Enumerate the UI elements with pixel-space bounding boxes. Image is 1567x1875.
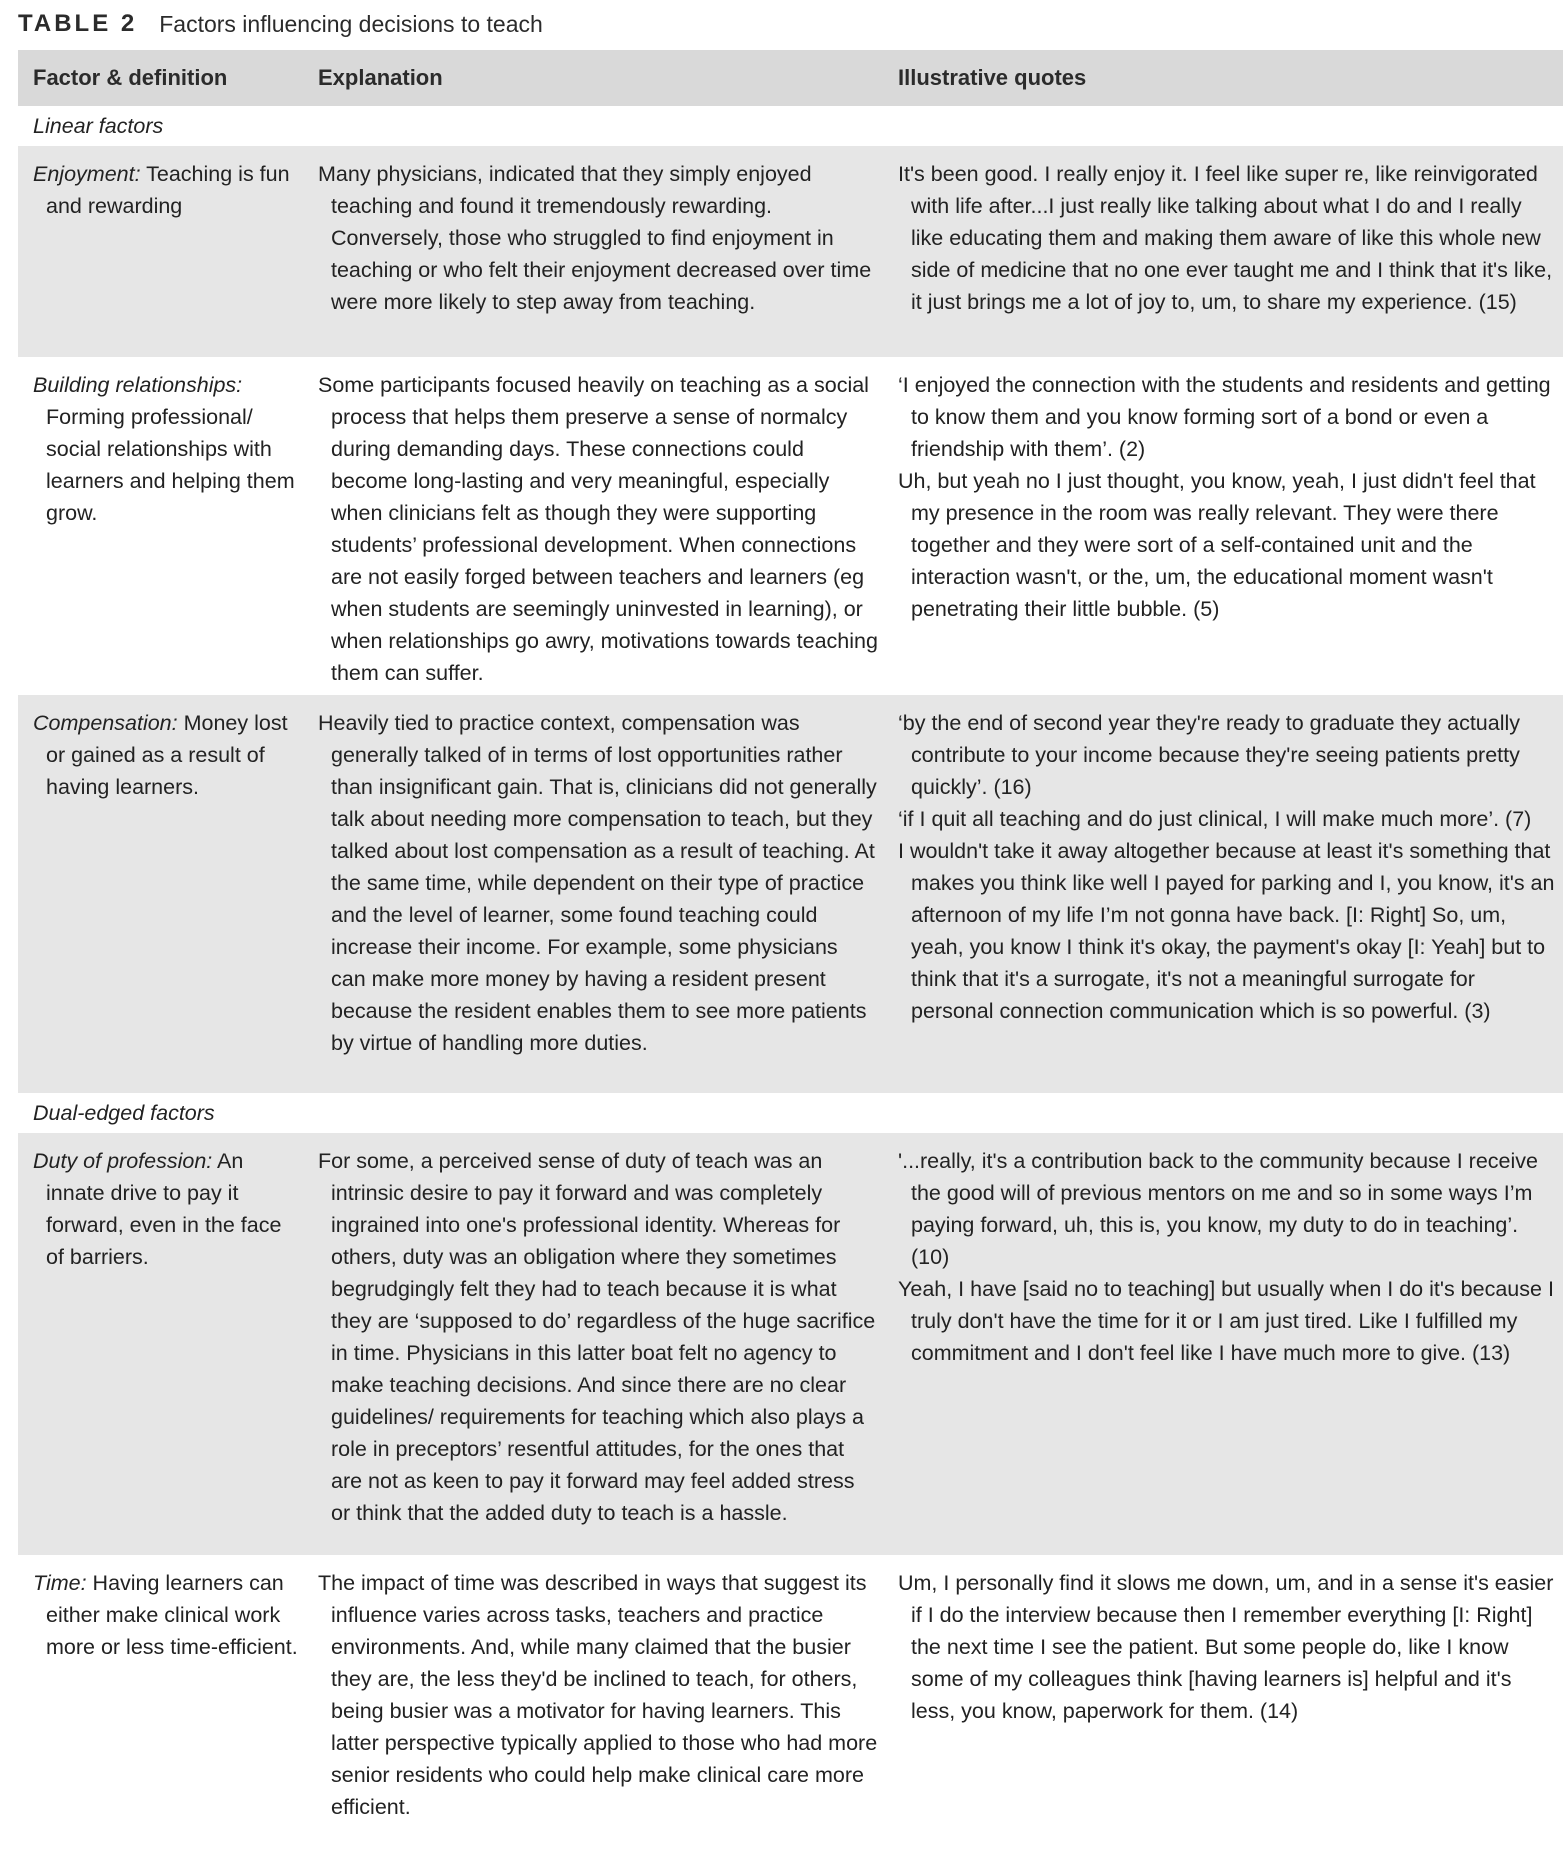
explanation-cell: [318, 357, 878, 689]
table-caption: [18, 6, 543, 42]
factor-definition: Teaching is fun and rewarding: [46, 162, 290, 218]
quotes-cell: [898, 357, 1558, 625]
header-factor: Factor & definition: [33, 65, 228, 90]
section-dual-edged-factors: [18, 1093, 1563, 1133]
factor-definition: Forming professional/ social relationships with learners and helping them grow.: [46, 405, 295, 525]
section-label: Linear factors: [33, 114, 164, 138]
factor-cell: [33, 1133, 301, 1273]
factor-term: Building relationships:: [33, 373, 243, 397]
quote: ‘by the end of second year they're ready to graduate they actually contribute to your income because they're seeing patients pretty quickly’. (16): [898, 711, 1521, 799]
factor-cell: [33, 357, 301, 529]
explanation-text: The impact of time was described in ways that suggest its influence varies across tasks, teachers and practice environments. And, while many claimed that the busier they are, the less they'd be inclined to teach, for others, being busier was a motivator for having learners. This latter perspective typically applied to those who had more senior residents who could help make clinical care more efficient.: [318, 1571, 878, 1819]
explanation-cell: [318, 695, 878, 1059]
factor-term: Enjoyment:: [33, 162, 141, 186]
quotes-cell: [898, 146, 1558, 318]
explanation-cell: [318, 1133, 878, 1529]
header-quotes: Illustrative quotes: [898, 65, 1087, 90]
explanation-text: Some participants focused heavily on teaching as a social process that helps them preserve a sense of normalcy during demanding days. These connections could become long-lasting and very meaningful, especially when clinicians felt as though they were supporting students’ professional development. When connections are not easily forged between teachers and learners (eg when students are seemingly uninvested in learning), or when relationships go awry, motivations towards teaching them can suffer.: [318, 373, 878, 685]
table-row: [18, 1555, 1563, 1855]
section-linear-factors: [18, 106, 1563, 146]
table-row: [18, 146, 1563, 357]
quote: Yeah, I have [said no to teaching] but usually when I do it's because I truly don't have the time for it or I am just tired. Like I fulfilled my commitment and I don't feel like I have much more to give. (13): [898, 1277, 1554, 1365]
quote: It's been good. I really enjoy it. I feel like super re, like reinvigorated with life after...I just really like talking about what I do and I really like educating them and making them aware of like this whole new side of medicine that no one ever taught me and I think that it's like, it just brings me a lot of joy to, um, to share my experience. (15): [898, 162, 1553, 314]
table-header-row: [18, 50, 1563, 106]
quotes-cell: [898, 1133, 1558, 1369]
explanation-text: Heavily tied to practice context, compensation was generally talked of in terms of lost opportunities rather than insignificant gain. That is, clinicians did not generally talk about needing more compensation to teach, but they talked about lost compensation as a result of teaching. At the same time, while dependent on their type of practice and the level of learner, some found teaching could increase their income. For example, some physicians can make more money by having a resident present because the resident enables them to see more patients by virtue of handling more duties.: [318, 711, 877, 1055]
table-title: Factors influencing decisions to teach: [159, 10, 543, 37]
explanation-text: For some, a perceived sense of duty of teach was an intrinsic desire to pay it forward and was completely ingrained into one's professional identity. Whereas for others, duty was an obligation where they sometimes begrudgingly felt they had to teach because it is what they are ‘supposed to do’ regardless of the huge sacrifice in time. Physicians in this latter boat felt no agency to make teaching decisions. And since there are no clear guidelines/ requirements for teaching which also plays a role in preceptors’ resentful attitudes, for the ones that are not as keen to pay it forward may feel added stress or think that the added duty to teach is a hassle.: [318, 1149, 876, 1525]
quotes-cell: [898, 695, 1558, 1027]
explanation-cell: [318, 146, 878, 318]
factor-definition: Money lost or gained as a result of having learners.: [46, 711, 288, 799]
explanation-cell: [318, 1555, 878, 1823]
section-label: Dual-edged factors: [33, 1101, 215, 1125]
factors-table: [18, 50, 1563, 1855]
quote: Um, I personally find it slows me down, um, and in a sense it's easier if I do the interview because then I remember everything [I: Right] the next time I see the patient. But some people do, like I know some of my colleagues think [having learners is] helpful and it's less, you know, paperwork for them. (14): [898, 1571, 1554, 1723]
quote: ‘if I quit all teaching and do just clinical, I will make much more’. (7): [898, 807, 1532, 831]
factor-definition: Having learners can either make clinical work more or less time-efficient.: [46, 1571, 298, 1659]
table-row: [18, 695, 1563, 1093]
factor-cell: [33, 146, 301, 222]
factor-term: Time:: [33, 1571, 87, 1595]
quote: '...really, it's a contribution back to the community because I receive the good will of previous mentors on me and so in some ways I’m paying forward, uh, this is, you know, my duty to do in teaching’. (10): [898, 1149, 1538, 1269]
explanation-text: Many physicians, indicated that they simply enjoyed teaching and found it tremendously rewarding. Conversely, those who struggled to find enjoyment in teaching or who felt their enjoyment decreased over time were more likely to step away from teaching.: [318, 162, 872, 314]
quote: I wouldn't take it away altogether because at least it's something that makes you think like well I payed for parking and I, you know, it's an afternoon of my life I’m not gonna have back. [I: Right] So, um, yeah, you know I think it's okay, the payment's okay [I: Yeah] but to think that it's a surrogate, it's not a meaningful surrogate for personal connection communication which is so powerful. (3): [898, 839, 1555, 1023]
table-row: [18, 357, 1563, 695]
factor-term: Compensation:: [33, 711, 178, 735]
factor-definition: An innate drive to pay it forward, even in the face of barriers.: [46, 1149, 282, 1269]
table-row: [18, 1133, 1563, 1555]
table-label: TABLE 2: [18, 10, 138, 37]
header-explanation: Explanation: [318, 65, 443, 90]
quotes-cell: [898, 1555, 1558, 1727]
factor-cell: [33, 695, 301, 803]
quote: Uh, but yeah no I just thought, you know, yeah, I just didn't feel that my presence in the room was really relevant. They were there together and they were sort of a self-contained unit and the interaction wasn't, or the, um, the educational moment wasn't penetrating their little bubble. (5): [898, 469, 1536, 621]
quote: ‘I enjoyed the connection with the students and residents and getting to know them and you know forming sort of a bond or even a friendship with them’. (2): [898, 373, 1551, 461]
factor-term: Duty of profession:: [33, 1149, 213, 1173]
factor-cell: [33, 1555, 301, 1663]
